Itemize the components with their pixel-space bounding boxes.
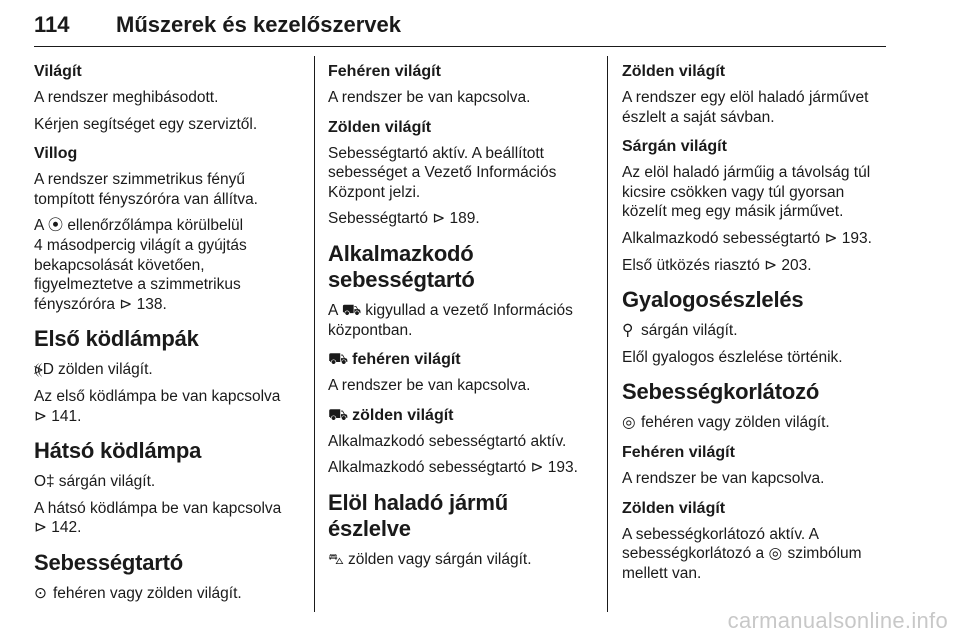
paragraph: ⊙ fehéren vagy zölden világít. (34, 584, 242, 602)
heading-feheren-vilagit: Fehéren világít (328, 63, 441, 80)
heading-zolden-vilagit: Zölden világít (622, 499, 726, 517)
heading-zolden-vilagit: Zölden világít (328, 118, 432, 136)
paragraph: ⚲ sárgán világít. (622, 322, 738, 340)
adaptive-cruise-icon: ⛟ (328, 351, 349, 369)
column-2 (328, 62, 596, 577)
column-divider-2 (607, 56, 608, 612)
page-header (34, 8, 886, 47)
paragraph: A rendszer be van kapcsolva. (328, 89, 531, 106)
paragraph-indicator: A ⦿ ellenőrzőlámpa körülbelül 4 másodpercig világít a gyújtás bekapcsolását követően, figyelmeztetve a szimmetrikus fényszóróra ⊳ 138. (34, 217, 247, 313)
heading-feheren-vilagit: Fehéren világít (622, 443, 735, 461)
adaptive-cruise-icon: ⛟ (341, 301, 362, 319)
paragraph: Alkalmazkodó sebességtartó ⊳ 193. (328, 459, 578, 477)
heading-acc-zolden: ⛟ zölden világít (328, 406, 454, 424)
paragraph: ⦕D zölden világít. (34, 361, 153, 379)
column-1 (34, 62, 304, 611)
heading-hatso-kodlampa: Hátsó ködlámpa (34, 438, 202, 464)
paragraph: Sebességtartó ⊳ 189. (328, 210, 480, 228)
heading-villog: Villog (34, 145, 78, 163)
paragraph: A rendszer szimmetrikus fényű tompított fényszóróra van állítva. (34, 171, 258, 208)
heading-sargan-vilagit: Sárgán világít (622, 138, 727, 156)
rear-fog-lamp-icon: O‡ (34, 473, 55, 491)
paragraph: A rendszer be van kapcsolva. (622, 469, 825, 487)
column-3 (622, 62, 892, 590)
paragraph: ⛍ zölden vagy sárgán világít. (328, 550, 532, 568)
paragraph: Alkalmazkodó sebességtartó ⊳ 193. (622, 229, 872, 247)
adaptive-cruise-icon: ⛟ (328, 406, 349, 424)
watermark: carmanualsonline.info (727, 608, 948, 633)
cruise-control-icon: ⊙ (34, 584, 47, 602)
chapter-title: Műszerek és kezelőszervek (116, 12, 401, 37)
paragraph: Sebességtartó aktív. A beállított sebességet a Vezető Információs Központ jelzi. (328, 144, 557, 201)
paragraph: A rendszer be van kapcsolva. (328, 377, 531, 395)
paragraph: A rendszer egy elöl haladó járművet észlelt a saját sávban. (622, 89, 869, 126)
heading-elol-halado-jarmu: Elöl haladó jármű észlelve (328, 489, 508, 541)
speed-limiter-icon: ◎ (768, 545, 783, 563)
paragraph: Az elöl haladó járműig a távolság túl kicsire csökken vagy túl gyorsan közelít meg egy másik járművet. (622, 164, 871, 221)
paragraph: Az első ködlámpa be van kapcsolva ⊳ 141. (34, 387, 281, 425)
speed-limiter-icon: ◎ (622, 414, 636, 432)
headlight-indicator-icon: ⦿ (47, 217, 64, 235)
column-divider-1 (314, 56, 315, 612)
paragraph: A ⛟ kigyullad a vezető Információs központban. (328, 301, 573, 339)
heading-alkalmazkodo-sebessegtarto: Alkalmazkodó sebességtartó (328, 240, 475, 292)
paragraph: ◎ fehéren vagy zölden világít. (622, 414, 830, 432)
heading-zolden-vilagit: Zölden világít (622, 63, 726, 80)
paragraph: Alkalmazkodó sebességtartó aktív. (328, 432, 567, 450)
heading-acc-feheren: ⛟ fehéren világít (328, 351, 461, 369)
vehicle-ahead-icon: ⛍ (328, 550, 344, 568)
heading-vilagit: Világít (34, 63, 82, 80)
paragraph: A sebességkorlátozó aktív. A sebességkorlátozó a ◎ szimbólum mellett van. (622, 525, 862, 582)
heading-elso-kodlampak: Első ködlámpák (34, 326, 199, 352)
heading-sebessegtarto: Sebességtartó (34, 549, 184, 575)
paragraph: Kérjen segítséget egy szerviztől. (34, 115, 258, 133)
paragraph: Első ütközés riasztó ⊳ 203. (622, 256, 812, 274)
front-fog-lamp-icon: ⦕D (34, 361, 54, 379)
paragraph: A rendszer meghibásodott. (34, 89, 219, 106)
paragraph: A hátsó ködlámpa be van kapcsolva ⊳ 142. (34, 499, 282, 537)
heading-sebessegkorlatozo: Sebességkorlátozó (622, 379, 820, 405)
paragraph: Elől gyalogos észlelése történik. (622, 348, 843, 366)
pedestrian-icon: ⚲ (622, 322, 634, 340)
paragraph: O‡ sárgán világít. (34, 473, 156, 491)
heading-gyalogoseszleles: Gyalogosészlelés (622, 287, 804, 313)
page-number: 114 (34, 12, 70, 37)
